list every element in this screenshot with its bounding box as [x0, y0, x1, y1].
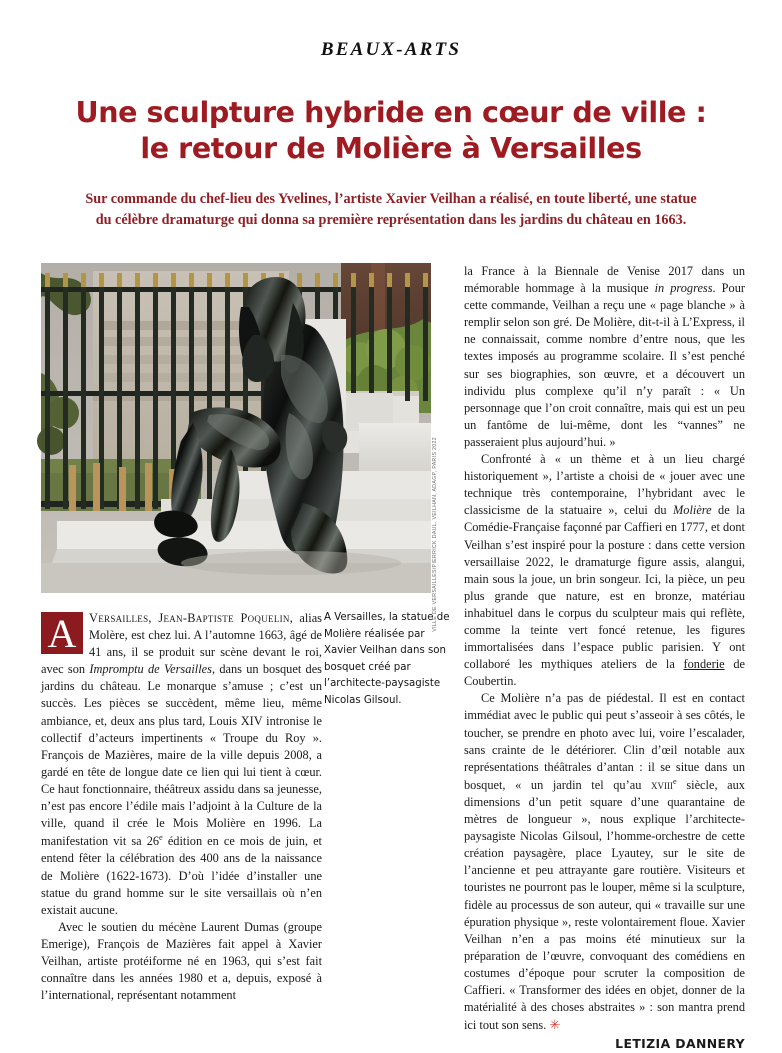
- paragraph-text: de Coubertin.: [464, 657, 745, 689]
- century-roman-numeral: xviii: [651, 777, 673, 792]
- drop-cap: A: [41, 612, 83, 654]
- left-column: [41, 263, 450, 1003]
- standfirst-line-2: du célèbre dramaturge qui donna sa première représentation dans les jardins du château en 1663.: [95, 211, 687, 228]
- right-column-body: [464, 263, 745, 1053]
- opening-small-caps: Versailles, Jean-Baptiste Poquelin,: [89, 611, 294, 625]
- paragraph-text: alias Molère, est chez lui. A l’automne 1663, âgé de 41 ans, il se produit sur scène devant le roi, avec son: [41, 611, 322, 677]
- standfirst: [41, 189, 741, 231]
- work-title: Molière: [673, 503, 712, 518]
- standfirst-line-1: Sur commande du chef-lieu des Yvelines, l’artiste Xavier Veilhan a réalisé, en toute liberté, une statue: [85, 190, 697, 207]
- paragraph-text: Ce Molière n’a pas de piédestal. Il est en contact immédiat avec le public qui peut s’asseoir à ses côtés, le toucher, se prendre en photo avec lui, voire l’escalader, sans crainte de le détériorer. Clin d’œil notable aux représentations théâtrales d’antan : il se situe dans un bosquet, « un jardin tel qu’au: [464, 691, 745, 792]
- page-title: [46, 95, 736, 167]
- paragraph-text: la France à la Biennale de Venise 2017 dans un mémorable hommage à la musique: [464, 264, 745, 296]
- paragraph: [464, 690, 745, 1034]
- left-column-body: [41, 610, 322, 1004]
- paragraph-text: Confronté à « un thème et à un lieu chargé historiquement », l’artiste a choisi de « jouer avec une technique très contemporaine, l’hybridant avec le classicisme de la statuaire », celui du: [464, 452, 745, 518]
- section-rubric: BEAUX-ARTS: [320, 39, 462, 60]
- paragraph-text: siècle, aux dimensions d’un petit square d’une quarantaine de mètres de longueur », nous explique l’architecte-paysagiste Nicolas Gilsoul, l’homme-orchestre de cette création paysagère, place Lyautey, sur le site de l’ancienne et peu attrayante gare routière. Visiteurs et touristes ne pourront pas le louper, même si la sculpture, fidèle au processus de son auteur, qui « travaille sur une épuration physique », reste volontairement floue. Xavier Veilhan n’en a pas moins été minutieux sur la préparation de l’œuvre, convoquant des comédiens en costumes d’époque pour scruter la composition de Caffieri. « Transformer des idées en objet, donner de la matérialité à des choses abstraites » : son mantra prend ici tout son sens.: [464, 777, 745, 1033]
- paragraph-text: de la Comédie-Française façonné par Caffieri en 1777, et dont Veilhan s’est inspiré pour la posture : dans cette version versaillaise 2022, le dramaturge figure assis, alangui, main sous la joue, un brin songeur. Ici, la pièce, un peu plus grande que nature, est en bronze, matériau inhabituel dans le corpus du sculpteur mais qui reflète, comme la teinte vert foncé retenue, les figures immortalisées dans l’espace public parisien. Y ont collaboré les mythiques ateliers de la: [464, 503, 746, 672]
- paragraph-text: édition en ce mois de juin, et entend fêter la célébration des 400 ans de la naissance de Molière (1622-1673). D’où l’idée d’installer une statue du grand homme sur le site versaillais où n’en existait aucune.: [41, 834, 322, 917]
- emphasis: in progress: [654, 281, 713, 296]
- ordinal-suffix: e: [673, 776, 677, 786]
- paragraph: Avec le soutien du mécène Laurent Dumas (groupe Emerige), François de Mazières fait appel à Xavier Veilhan, artiste protéiforme né en 1963, qui s’est fait connaître dans les années 1980 et a, depuis, exposé à l’international, représentant notamment: [41, 919, 322, 1003]
- fonderie-link[interactable]: fonderie: [683, 657, 725, 672]
- paragraph: [464, 451, 745, 690]
- work-title: Impromptu de Versailles: [89, 662, 212, 677]
- paragraph: [41, 610, 322, 919]
- photo-caption: A Versailles, la statue de Molière réalisée par Xavier Veilhan dans son bosquet créé par l’architecte-paysagiste Nicolas Gilsoul.: [324, 612, 450, 706]
- headline-line-1: Une sculpture hybride en cœur de ville :: [75, 96, 707, 129]
- byline: LETIZIA DANNERY: [615, 1036, 745, 1052]
- statue-photograph: [41, 263, 431, 593]
- paragraph: [464, 263, 745, 451]
- paragraph-text: , dans un bosquet des jardins du château. Le monarque s’amuse ; c’est un succès. Les pièces se succèdent, même lieu, même ambiance, et, deux ans plus tard, Louis XIV intronise le collectif d’acteurs impertinents « Troupe du Roy ». François de Mazières, maire de la ville depuis 2008, a gardé en tête de longue date ce lien qui lui tient à cœur. Ce haut fonctionnaire, théâtreux assidu dans sa jeunesse, n’est pas encore l’édile mais l’adjoint à la Culture de la ville, quand il crée le Mois Molière en 1996. La manifestation vit sa 26: [41, 662, 322, 849]
- article-columns: [41, 263, 746, 1052]
- ordinal-suffix: e: [159, 833, 163, 843]
- photo-credit: VILLE DE VERSAILLES/PIERRICK DAUL. VEILHAN, ADAGP, PARIS 2022: [432, 437, 438, 632]
- headline-line-2: le retour de Molière à Versailles: [140, 131, 642, 165]
- paragraph-text: . Pour cette commande, Veilhan a reçu une « page blanche » à remplir selon son gré. De Molière, dit-t-il à L’Express, il ne connaissait, comme nombre d’entre nous, que les textes imposés au programme scolaire. Il s’est penché sur ses biographies, son œuvre, et a découvert un individu plus complexe qu’il n’y paraît : « Un personnage que l’on croit connaître, mais qui est un peu un fantôme de lui-même, dont les “vannes” ne passeraient plus aujourd’hui. »: [464, 281, 745, 449]
- end-mark-icon: ✳: [549, 1017, 561, 1033]
